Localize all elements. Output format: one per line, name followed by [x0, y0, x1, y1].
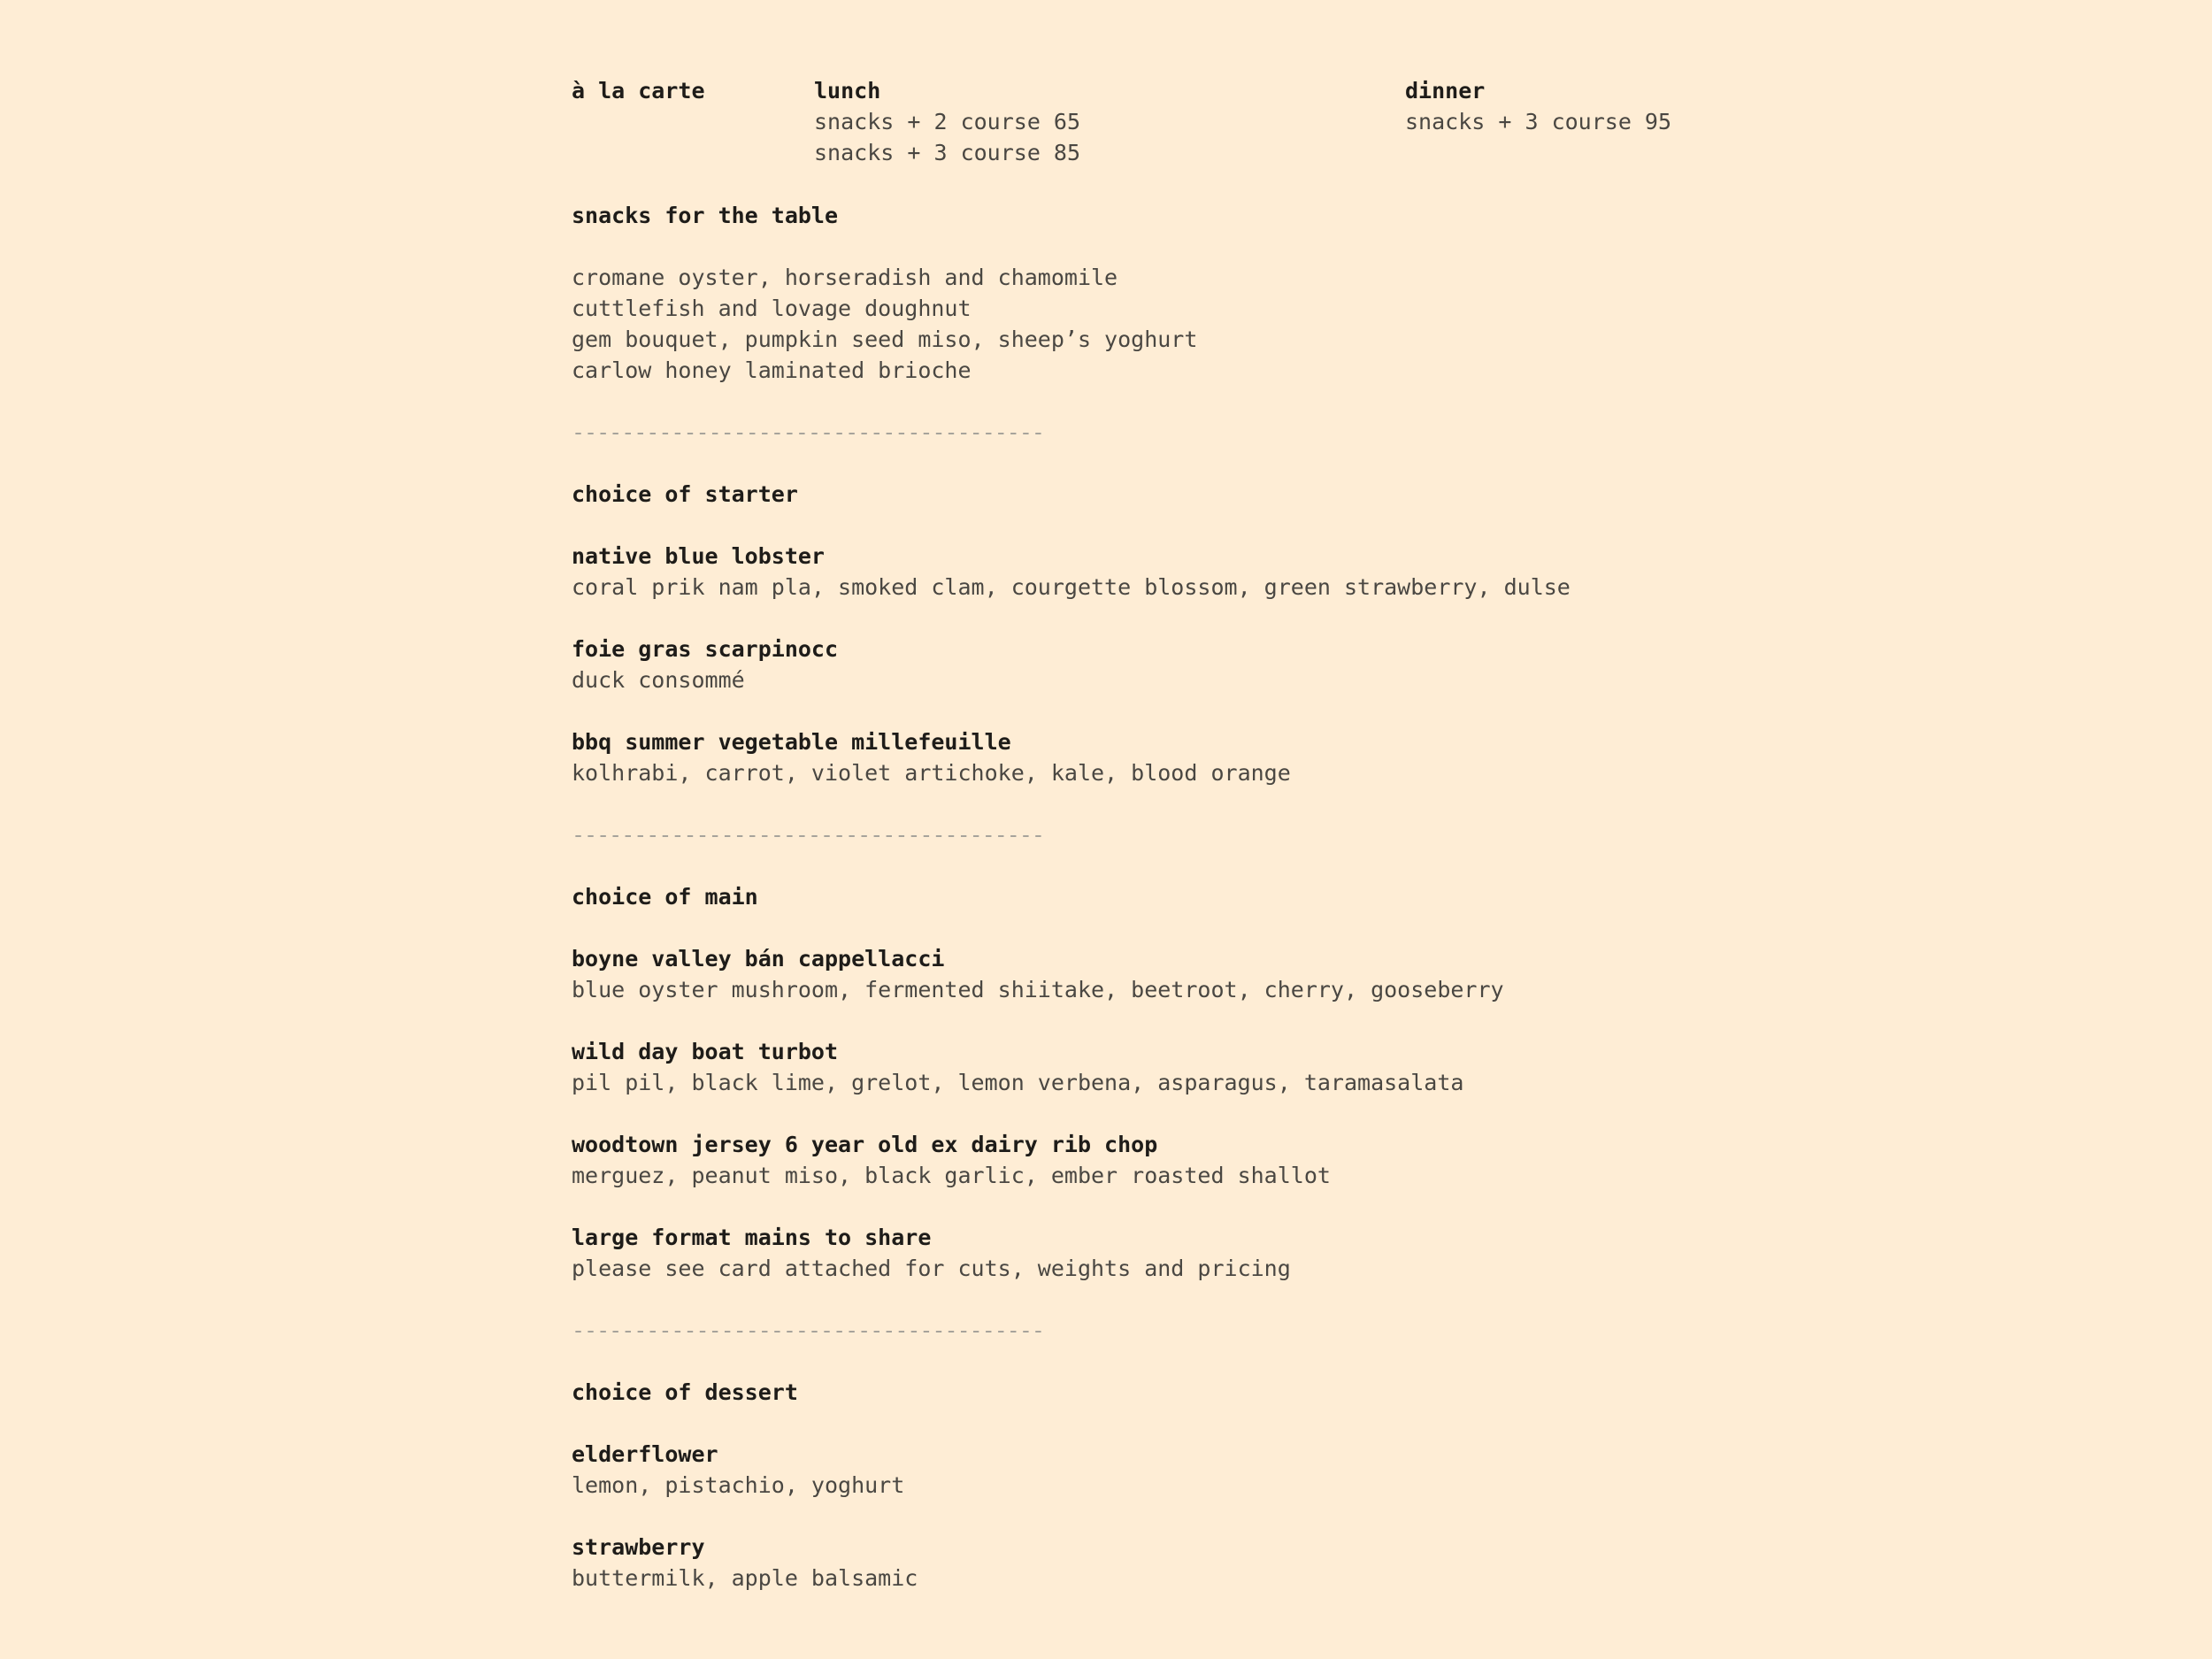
dish-name: elderflower — [572, 1441, 718, 1467]
dish-name: foie gras scarpinocc — [572, 636, 839, 662]
dish-name: large format mains to share — [572, 1225, 932, 1250]
dish-name: bbq summer vegetable millefeuille — [572, 729, 1011, 755]
section-title: choice of dessert — [572, 1379, 798, 1405]
dish-name: wild day boat turbot — [572, 1039, 839, 1064]
lunch-column — [814, 75, 1080, 168]
dinner-option: snacks + 3 course 95 — [1405, 109, 1672, 134]
mains-section — [572, 881, 1810, 1284]
snack-item: cuttlefish and lovage doughnut — [572, 296, 972, 321]
dish-description: kolhrabi, carrot, violet artichoke, kale, blood orange — [572, 760, 1291, 786]
lunch-title: lunch — [814, 78, 881, 104]
dish-description: lemon, pistachio, yoghurt — [572, 1472, 905, 1498]
section-title: snacks for the table — [572, 203, 839, 228]
section-title: choice of starter — [572, 481, 798, 507]
menu-header — [572, 75, 1810, 169]
a-la-carte-column — [572, 75, 705, 106]
dish-description: coral prik nam pla, smoked clam, courgette blossom, green strawberry, dulse — [572, 574, 1571, 600]
dish-name: strawberry — [572, 1534, 705, 1560]
a-la-carte-label: à la carte — [572, 78, 705, 104]
section-divider: -------------------------------------- — [572, 419, 1044, 445]
dish-description: pil pil, black lime, grelot, lemon verbena, asparagus, taramasalata — [572, 1070, 1464, 1095]
dinner-column — [1405, 75, 1671, 137]
dish-description: merguez, peanut miso, black garlic, ember roasted shallot — [572, 1163, 1331, 1188]
section-divider: -------------------------------------- — [572, 1317, 1044, 1343]
snack-item: carlow honey laminated brioche — [572, 357, 972, 383]
starters-section — [572, 479, 1810, 788]
menu-page — [572, 75, 1810, 1594]
dish-name: boyne valley bán cappellacci — [572, 946, 945, 972]
snacks-section — [572, 200, 1810, 386]
lunch-option: snacks + 2 course 65 — [814, 109, 1081, 134]
dish-description: duck consommé — [572, 667, 745, 693]
section-divider: -------------------------------------- — [572, 822, 1044, 848]
snack-item: cromane oyster, horseradish and chamomile — [572, 265, 1118, 290]
dish-name: woodtown jersey 6 year old ex dairy rib chop — [572, 1132, 1158, 1157]
dish-name: native blue lobster — [572, 543, 825, 569]
dinner-title: dinner — [1405, 78, 1486, 104]
dish-description: please see card attached for cuts, weights and pricing — [572, 1256, 1291, 1281]
lunch-option: snacks + 3 course 85 — [814, 140, 1081, 165]
section-title: choice of main — [572, 884, 758, 910]
dish-description: blue oyster mushroom, fermented shiitake, beetroot, cherry, gooseberry — [572, 977, 1504, 1002]
desserts-section — [572, 1377, 1810, 1594]
snack-item: gem bouquet, pumpkin seed miso, sheep’s yoghurt — [572, 326, 1198, 352]
dish-description: buttermilk, apple balsamic — [572, 1565, 918, 1591]
